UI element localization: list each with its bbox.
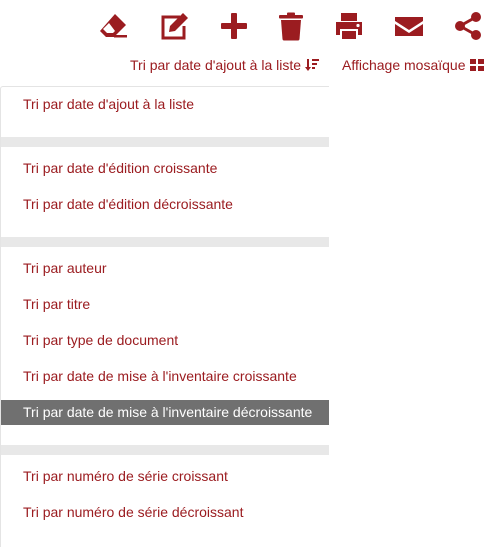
menu-divider <box>1 137 329 147</box>
sort-dropdown-menu <box>0 86 329 547</box>
eraser-icon[interactable] <box>97 10 129 42</box>
menu-item-author[interactable]: Tri par auteur <box>23 260 107 276</box>
menu-divider <box>1 237 329 247</box>
menu-item-date-added[interactable]: Tri par date d'ajout à la liste <box>23 96 195 112</box>
menu-item-doc-type[interactable]: Tri par type de document <box>23 332 179 348</box>
toolbar <box>0 0 496 52</box>
envelope-icon[interactable] <box>393 10 425 42</box>
menu-item-edition-date-asc[interactable]: Tri par date d'édition croissante <box>23 160 218 176</box>
menu-item-inventory-date-desc[interactable]: Tri par date de mise à l'inventaire décroissante <box>1 400 329 425</box>
sort-desc-icon <box>305 58 319 72</box>
menu-item-serial-asc[interactable]: Tri par numéro de série croissant <box>23 468 228 484</box>
sort-dropdown-toggle[interactable] <box>130 57 319 73</box>
menu-item-edition-date-desc[interactable]: Tri par date d'édition décroissante <box>23 196 233 212</box>
menu-item-serial-desc[interactable]: Tri par numéro de série décroissant <box>23 504 244 520</box>
print-icon[interactable] <box>333 10 365 42</box>
sort-bar <box>0 57 496 79</box>
sort-label: Tri par date d'ajout à la liste <box>130 57 302 73</box>
menu-item-title[interactable]: Tri par titre <box>23 296 91 312</box>
trash-icon[interactable] <box>275 10 307 42</box>
grid-icon <box>470 58 484 72</box>
menu-item-inventory-date-asc[interactable]: Tri par date de mise à l'inventaire croissante <box>23 368 297 384</box>
edit-icon[interactable] <box>158 10 190 42</box>
menu-divider <box>1 445 329 455</box>
share-icon[interactable] <box>452 10 484 42</box>
view-label: Affichage mosaïque <box>342 57 466 73</box>
plus-icon[interactable] <box>218 10 250 42</box>
view-mode-toggle[interactable] <box>342 57 484 73</box>
